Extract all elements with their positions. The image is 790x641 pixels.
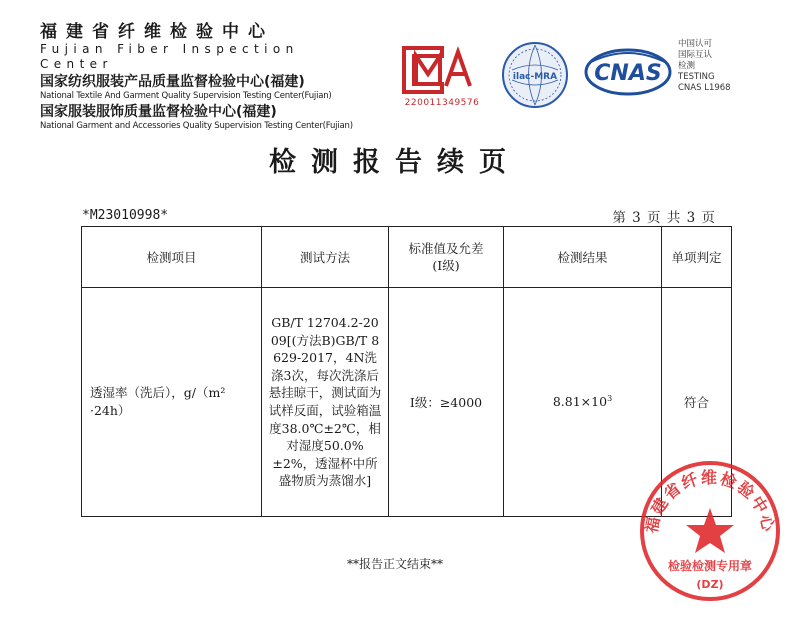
cell-judgment: 符合 — [662, 288, 732, 517]
seal-star-icon — [686, 508, 734, 553]
cell-test-method: GB/T 12704.2-2009[(方法B)GB/T 8629-2017，4N洗涤3次，每次洗涤后悬挂晾干，测试面为试样反面，试验箱温度38.0℃±2℃，相对湿度50.0%±2%，透湿杯中所盛物质为蒸馏水] — [262, 288, 389, 517]
report-title: 检测报告续页 — [269, 147, 521, 178]
org-name-en: Fujian Fiber Inspection Center — [40, 42, 299, 71]
cell-standard: I级：≥4000 — [389, 288, 504, 517]
header-standard-line2: (I级) — [432, 258, 460, 273]
center2-name-en: National Garment and Accessories Quality Supervision Testing Center(Fujian) — [40, 121, 353, 131]
result-exponent: 3 — [607, 394, 613, 404]
cnas-accreditation-text — [678, 39, 731, 94]
cnas-line: TESTING — [678, 72, 715, 82]
org-name-cn: 福建省纤维检验中心 — [40, 22, 274, 42]
header-judgment: 单项判定 — [662, 227, 732, 288]
report-code: *M23010998* — [82, 208, 169, 223]
center1-name-en: National Textile And Garment Quality Supervision Testing Center(Fujian) — [40, 91, 332, 101]
header-result: 检测结果 — [504, 227, 662, 288]
cma-text: MA — [392, 27, 420, 46]
cnas-text: CNAS — [594, 61, 662, 86]
ilac-text: ilac-MRA — [512, 72, 558, 82]
table-row — [82, 288, 732, 517]
page-info: 第 3 页 共 3 页 — [612, 210, 716, 226]
header-test-item: 检测项目 — [82, 227, 262, 288]
header-test-method: 测试方法 — [262, 227, 389, 288]
official-seal — [637, 458, 783, 604]
header-standard-line1: 标准值及允差 — [408, 241, 484, 256]
seal-center-text: 检验检测专用章 — [667, 559, 753, 573]
center1-name-cn: 国家纺织服装产品质量监督检验中心(福建) — [40, 74, 305, 90]
end-of-report-note: **报告正文结束** — [346, 557, 443, 571]
cnas-line: 检测 — [678, 61, 696, 71]
cnas-line: CNAS L1968 — [678, 83, 731, 93]
cnas-line: 中国认可 — [678, 39, 713, 49]
header-standard — [389, 227, 504, 288]
cma-number: 220011349576 — [404, 98, 480, 108]
center2-name-cn: 国家服装服饰质量监督检验中心(福建) — [40, 104, 277, 120]
cma-logo — [392, 27, 492, 110]
cnas-logo — [583, 44, 673, 100]
seal-code: (DZ) — [696, 578, 724, 591]
cell-test-item: 透湿率（洗后），g/（m² ·24h） — [82, 288, 262, 517]
org-header — [40, 22, 370, 132]
cnas-line: 国际互认 — [678, 50, 713, 60]
table-header-row — [82, 227, 732, 288]
results-table — [81, 226, 732, 517]
seal-ring-text: 福建省纤维检验中心 — [641, 468, 779, 535]
ilac-mra-logo — [500, 40, 570, 110]
result-base: 8.81×10 — [552, 394, 608, 410]
